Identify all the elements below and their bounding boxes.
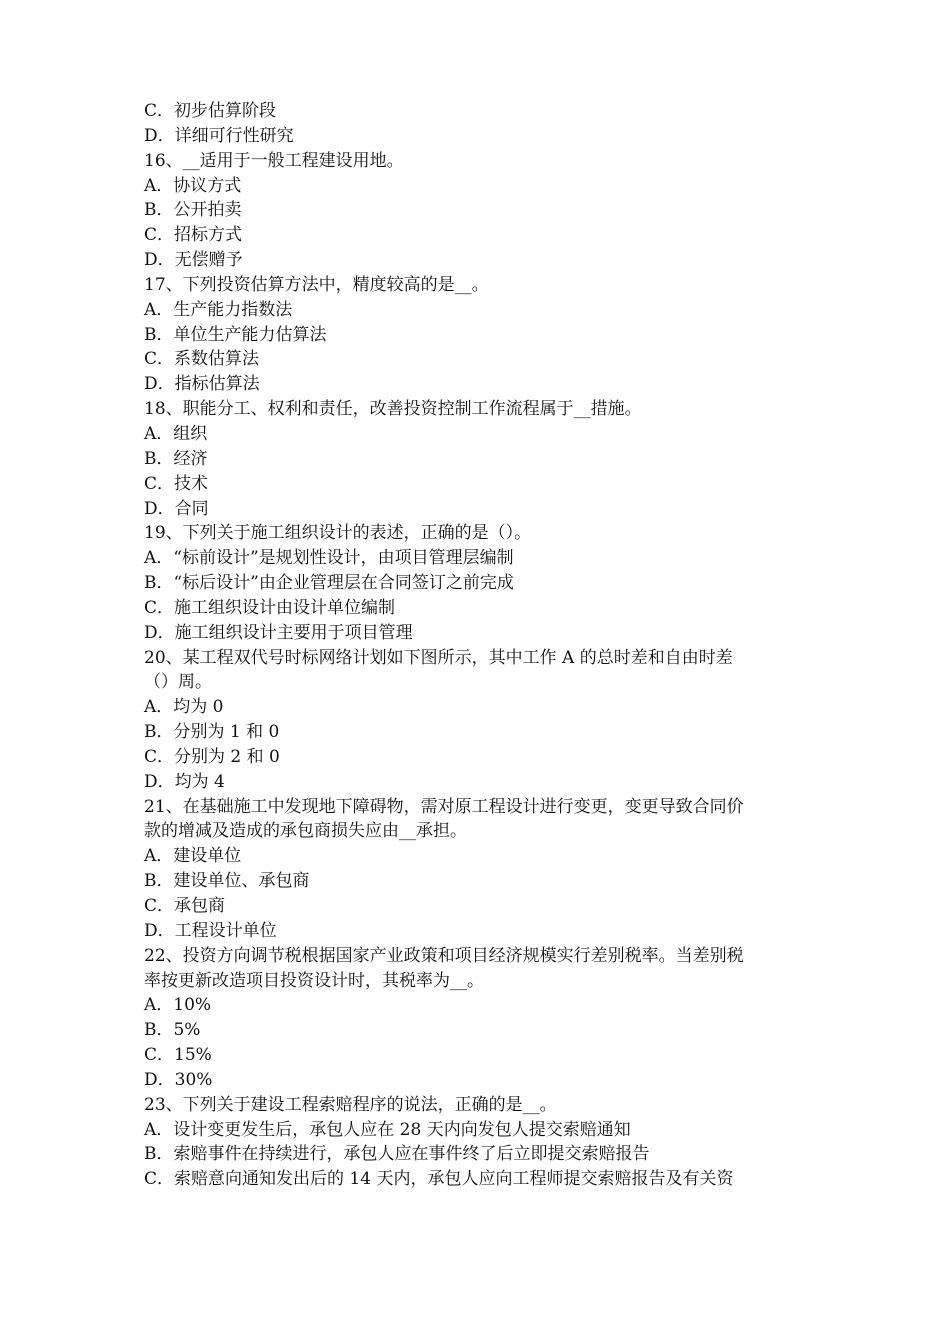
question-text: 22、投资方向调节税根据国家产业政策和项目经济规模实行差别税率。当差别税 xyxy=(144,945,744,966)
question-text: 20、某工程双代号时标网络计划如下图所示，其中工作 A 的总时差和自由时差 xyxy=(144,647,733,668)
option-text: B．5% xyxy=(144,1020,201,1041)
question-text: 21、在基础施工中发现地下障碍物，需对原工程设计进行变更，变更导致合同价 xyxy=(144,796,744,817)
option-text: C．承包商 xyxy=(144,896,226,916)
option-text: B．索赔事件在持续进行，承包人应在事件终了后立即提交索赔报告 xyxy=(144,1144,650,1165)
option-text: B．经济 xyxy=(144,448,208,469)
option-text: D．30% xyxy=(144,1069,213,1090)
option-text: C．施工组织设计由设计单位编制 xyxy=(144,597,396,618)
option-text: A．设计变更发生后，承包人应在 28 天内向发包人提交索赔通知 xyxy=(144,1119,631,1140)
question-text: 19、下列关于施工组织设计的表述，正确的是（）。 xyxy=(144,523,532,544)
question-text: （）周。 xyxy=(144,672,212,693)
text-line: C．初步估算阶段 xyxy=(144,101,277,121)
question-text: 17、下列投资估算方法中，精度较高的是__。 xyxy=(144,274,489,295)
option-text: B．“标后设计”由企业管理层在合同签订之前完成 xyxy=(144,573,514,594)
option-text: D．施工组织设计主要用于项目管理 xyxy=(144,622,413,643)
question-text: 款的增减及造成的承包商损失应由__承担。 xyxy=(144,821,467,842)
document-content xyxy=(144,99,814,1192)
option-text: D．均为 4 xyxy=(144,771,225,792)
question-text: 23、下列关于建设工程索赔程序的说法，正确的是__。 xyxy=(144,1094,557,1115)
text-line: D．详细可行性研究 xyxy=(144,125,294,146)
option-text: C．招标方式 xyxy=(144,225,243,246)
option-text: D．指标估算法 xyxy=(144,374,260,395)
option-text: D．合同 xyxy=(144,498,209,519)
option-text: B．分别为 1 和 0 xyxy=(144,722,280,743)
question-text: 16、__适用于一般工程建设用地。 xyxy=(144,150,404,171)
option-text: C．索赔意向通知发出后的 14 天内，承包人应向工程师提交索赔报告及有关资 xyxy=(144,1169,734,1190)
option-text: A．协议方式 xyxy=(144,175,242,196)
option-text: A．10% xyxy=(144,995,212,1016)
option-text: C．分别为 2 和 0 xyxy=(144,746,280,767)
option-text: B．建设单位、承包商 xyxy=(144,871,310,892)
option-text: C．15% xyxy=(144,1045,212,1066)
option-text: D．无偿赠予 xyxy=(144,250,243,271)
option-text: A．均为 0 xyxy=(144,697,224,718)
question-text: 率按更新改造项目投资设计时，其税率为__。 xyxy=(144,970,484,991)
option-text: C．系数估算法 xyxy=(144,349,260,370)
option-text: B．公开拍卖 xyxy=(144,200,242,221)
option-text: C．技术 xyxy=(144,473,209,494)
option-text: B．单位生产能力估算法 xyxy=(144,324,327,345)
option-text: A．组织 xyxy=(144,423,208,444)
option-text: A．“标前设计”是规划性设计，由项目管理层编制 xyxy=(144,548,514,569)
option-text: A．建设单位 xyxy=(144,846,242,867)
option-text: D．工程设计单位 xyxy=(144,920,277,941)
question-text: 18、职能分工、权利和责任，改善投资控制工作流程属于__措施。 xyxy=(144,399,642,420)
option-text: A．生产能力指数法 xyxy=(144,299,293,320)
